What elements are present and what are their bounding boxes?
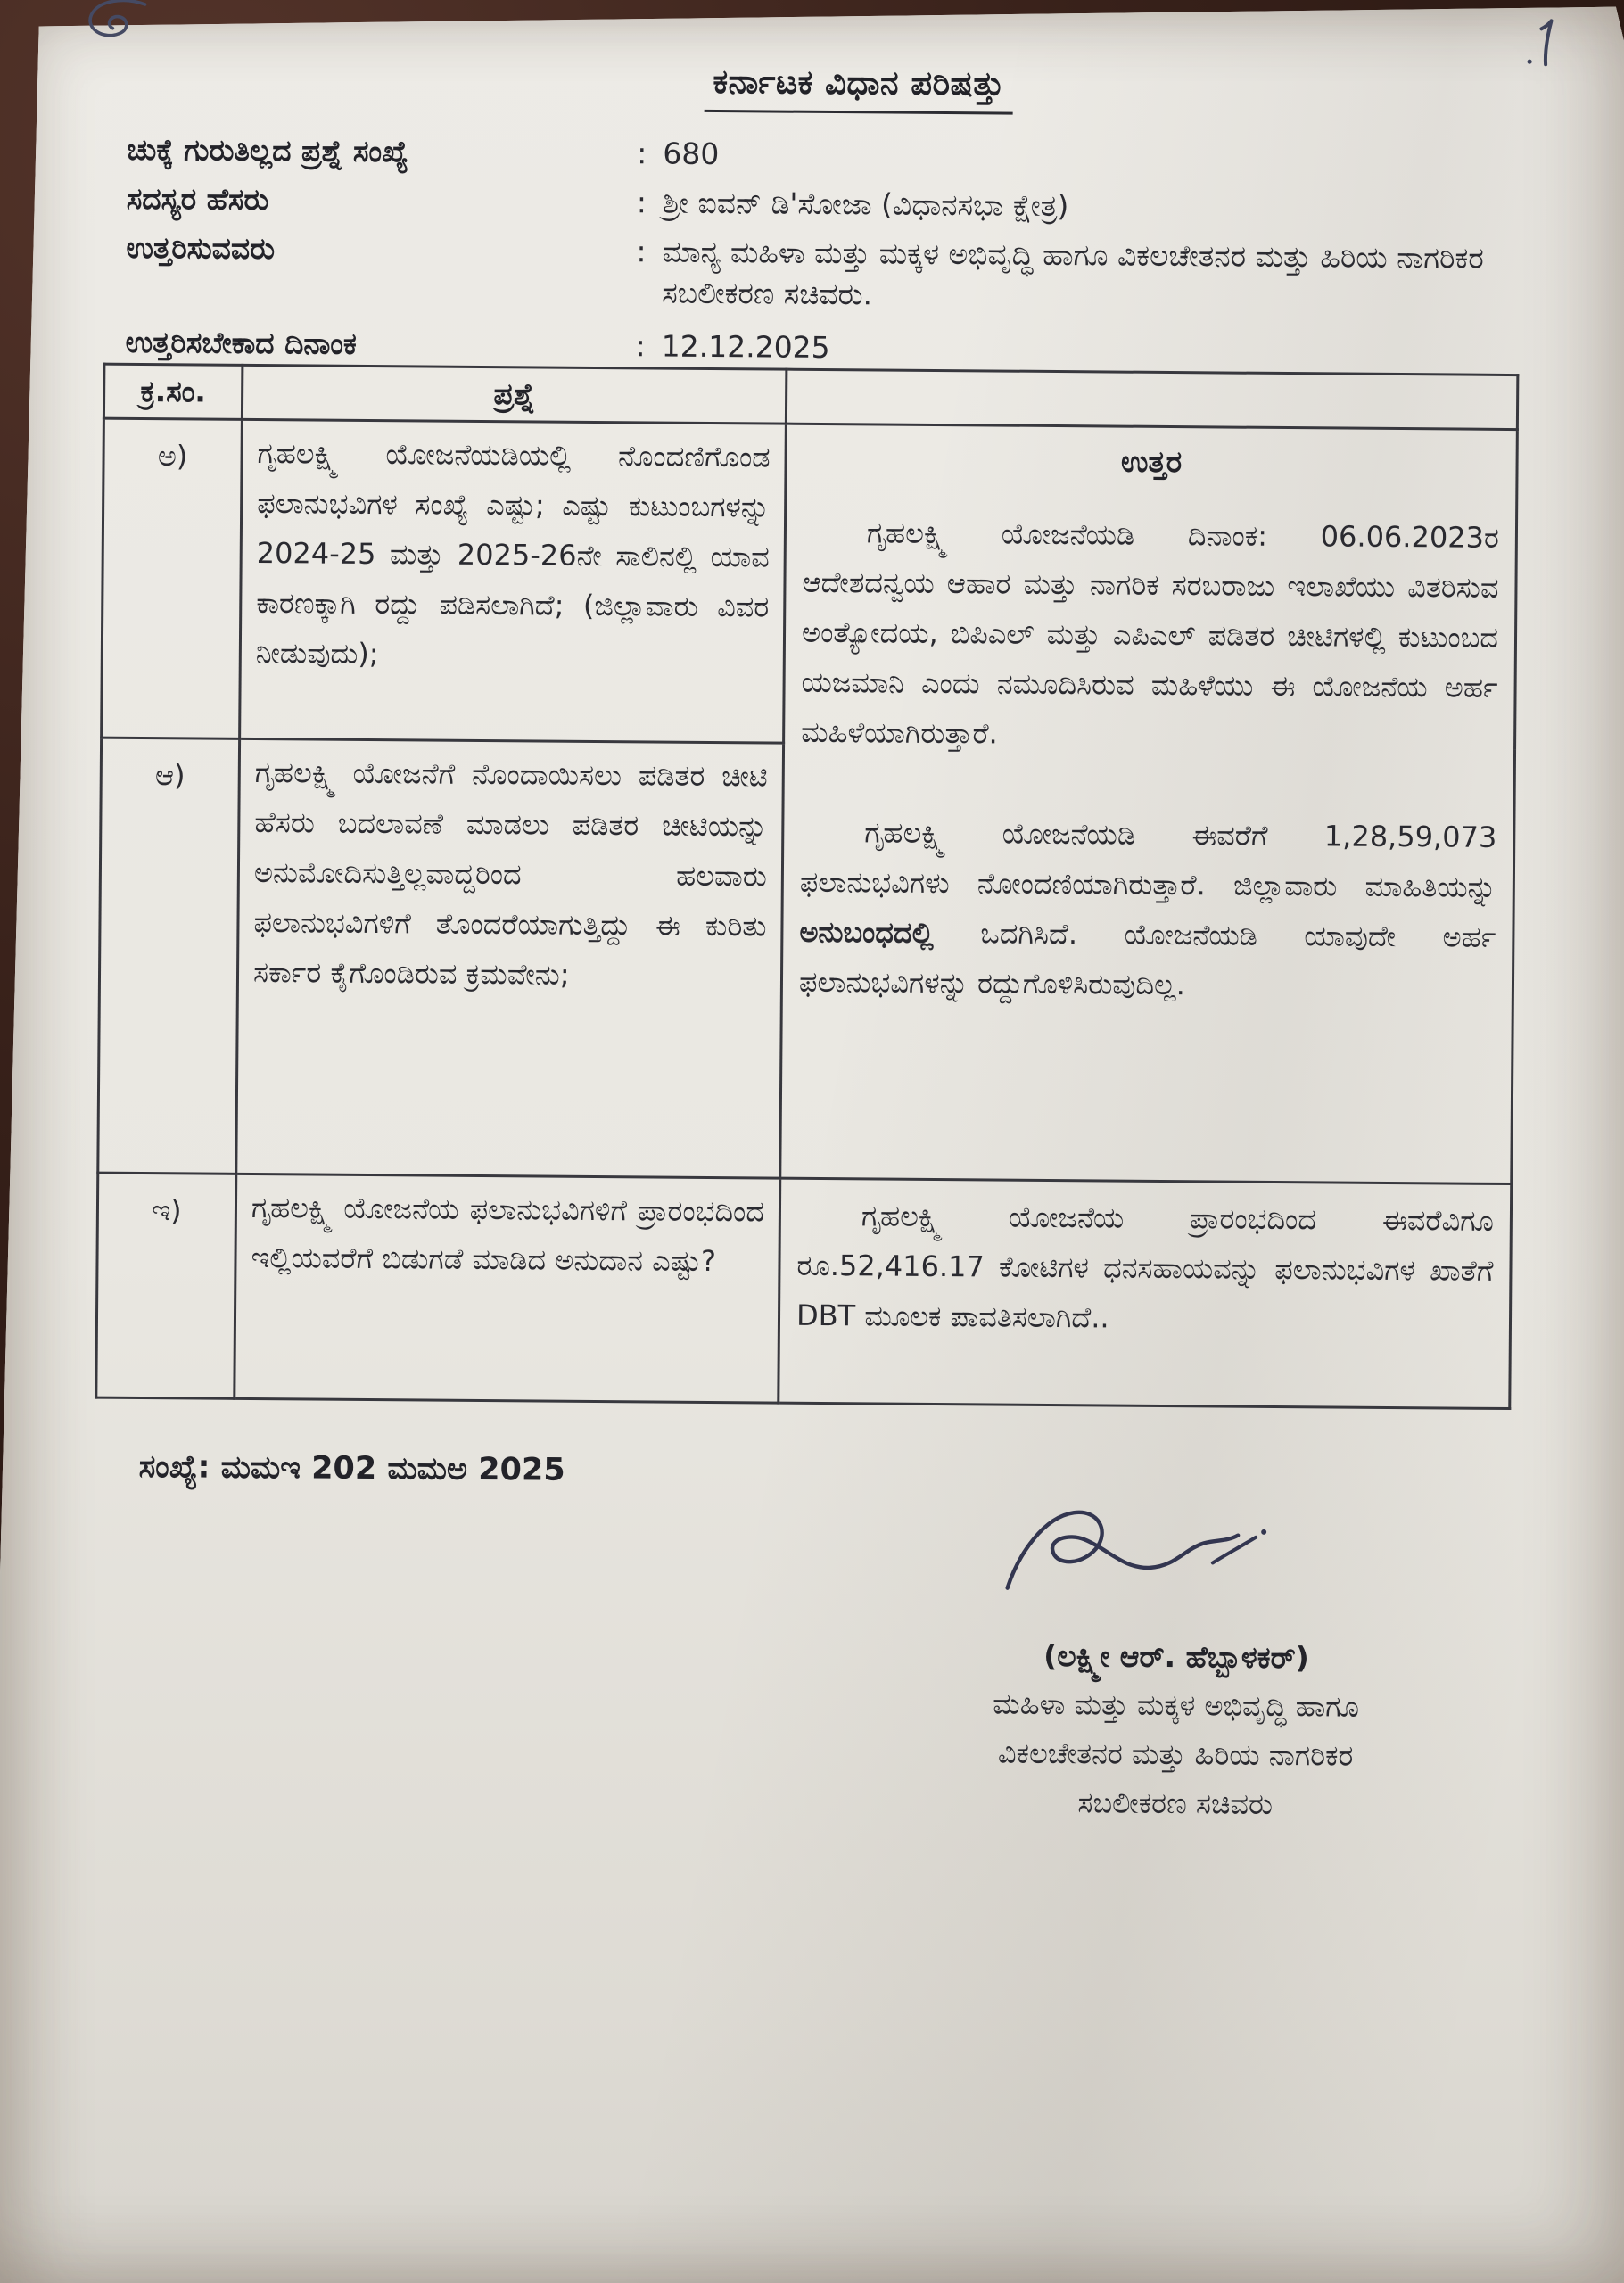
field-label: ಸದಸ್ಯರ ಹೆಸರು — [126, 180, 269, 218]
colon: : — [637, 136, 647, 171]
minister-signature-mark — [989, 1498, 1284, 1624]
field-value: 12.12.2025 — [661, 328, 830, 366]
answer-text: ಒದಗಿಸಿದೆ. ಯೋಜನೆಯಡಿ ಯಾವುದೇ ಅರ್ಹ ಫಲಾನುಭವಿಗಳನ್ನು ರದ್ದುಗೊಳಿಸಿರುವುದಿಲ್ಲ. — [798, 915, 1496, 1002]
colon: : — [636, 185, 647, 220]
signatory-designation-line: ಮಹಿಳಾ ಮತ್ತು ಮಕ್ಕಳ ಅಭಿವೃದ್ಧಿ ಹಾಗೂ — [993, 1686, 1360, 1724]
field-value: ಶ್ರೀ ಐವನ್ ಡಿ'ಸೋಜಾ (ವಿಧಾನಸಭಾ ಕ್ಷೇತ್ರ) — [662, 185, 1069, 224]
row-serial: ಅ) — [102, 418, 243, 738]
answer-cell — [779, 1178, 1512, 1408]
field-value: ಮಾನ್ಯ ಮಹಿಳಾ ಮತ್ತು ಮಕ್ಕಳ ಅಭಿವೃದ್ಧಿ ಹಾಗೂ ವಿಕಲಚೇತನರ ಮತ್ತು ಹಿರಿಯ ನಾಗರಿಕರ ಸಬಲೀಕರಣ ಸಚಿವರು. — [662, 234, 1484, 312]
signatory-designation-line: ವಿಕಲಚೇತನರ ಮತ್ತು ಹಿರಿಯ ನಾಗರಿಕರ — [997, 1735, 1354, 1773]
table-row — [102, 418, 1518, 748]
answer-text-bold: ಅನುಬಂಧದಲ್ಲಿ — [799, 914, 935, 950]
answer-text: ಗೃಹಲಕ್ಷ್ಮಿ ಯೋಜನೆಯಡಿ ಈವರೆಗೆ 1,28,59,073 ಫಲಾನುಭವಿಗಳು ನೋಂದಣಿಯಾಗಿರುತ್ತಾರೆ. ಜಿಲ್ಲಾವಾರು ಮಾಹಿತಿಯನ್ನು — [799, 815, 1497, 904]
question-cell: ಗೃಹಲಕ್ಷ್ಮಿ ಯೋಜನೆಗೆ ನೊಂದಾಯಿಸಲು ಪಡಿತರ ಚೀಟಿ ಹೆಸರು ಬದಲಾವಣೆ ಮಾಡಲು ಪಡಿತರ ಚೀಟಿಯನ್ನು ಅನುಮೋದಿಸುತ್ತಿಲ್ಲವಾದ್ದರಿಂದ ಹಲವಾರು ಫಲಾನುಭವಿಗಳಿಗೆ ತೊಂದರೆಯಾಗುತ್ತಿದ್ದು ಈ ಕುರಿತು ಸರ್ಕಾರ ಕೈಗೊಂಡಿರುವ ಕ್ರಮವೇನು; — [236, 738, 784, 1178]
colon: : — [635, 328, 646, 364]
field-label: ಉತ್ತರಿಸಬೇಕಾದ ದಿನಾಂಕ — [125, 324, 358, 361]
answer-cell-merged — [780, 424, 1518, 1183]
row-serial: ಇ) — [96, 1173, 236, 1398]
pen-scribble-mark — [78, 0, 164, 45]
header-question: ಪ್ರಶ್ನೆ — [242, 365, 786, 424]
file-reference-number: ಸಂಖ್ಯೆ: ಮಮಇ 202 ಮಮಅ 2025 — [138, 1448, 565, 1488]
field-value: 680 — [663, 136, 720, 172]
question-answer-table — [95, 363, 1519, 1410]
table-row — [96, 1173, 1512, 1408]
colon: : — [636, 234, 647, 269]
signatory-designation-line: ಸಬಲೀಕರಣ ಸಚಿವರು — [1077, 1785, 1274, 1821]
field-question-number — [127, 129, 1581, 182]
answer-column-title: ಉತ್ತರ — [1120, 443, 1183, 480]
answer-paragraph: ಗೃಹಲಕ್ಷ್ಮಿ ಯೋಜನೆಯಡಿ ದಿನಾಂಕ: 06.06.2023ರ ಆದೇಶದನ್ವಯ ಆಹಾರ ಮತ್ತು ನಾಗರಿಕ ಸರಬರಾಜು ಇಲಾಖೆಯು ವಿತರಿಸುವ ಅಂತ್ಯೋದಯ, ಬಿಪಿಎಲ್ ಮತ್ತು ಎಪಿಎಲ್ ಪಡಿತರ ಚೀಟಿಗಳಲ್ಲಿ ಕುಟುಂಬದ ಯಜಮಾನಿ ಎಂದು ನಮೂದಿಸಿರುವ ಮಹಿಳೆಯು ಈ ಯೋಜನೆಯ ಅರ್ಹ ಮಹಿಳೆಯಾಗಿರುತ್ತಾರೆ. — [801, 515, 1500, 751]
header-serial-number: ಕ್ರ.ಸಂ. — [103, 364, 242, 419]
field-label: ಚುಕ್ಕೆ ಗುರುತಿಲ್ಲದ ಪ್ರಶ್ನೆ ಸಂಖ್ಯೆ — [127, 131, 409, 169]
question-cell: ಗೃಹಲಕ್ಷ್ಮಿ ಯೋಜನೆಯಡಿಯಲ್ಲಿ ನೊಂದಣಿಗೊಂಡ ಫಲಾನುಭವಿಗಳ ಸಂಖ್ಯೆ ಎಷ್ಟು; ಎಷ್ಟು ಕುಟುಂಬಗಳನ್ನು 2024-25 ಮತ್ತು 2025-26ನೇ ಸಾಲಿನಲ್ಲಿ ಯಾವ ಕಾರಣಕ್ಕಾಗಿ ರದ್ದು ಪಡಿಸಲಾಗಿದೆ; (ಜಿಲ್ಲಾವಾರು ವಿವರ ನೀಡುವುದು); — [240, 419, 787, 743]
question-cell: ಗೃಹಲಕ್ಷ್ಮಿ ಯೋಜನೆಯ ಫಲಾನುಭವಿಗಳಿಗೆ ಪ್ರಾರಂಭದಿಂದ ಇಲ್ಲಿಯವರೆಗೆ ಬಿಡುಗಡೆ ಮಾಡಿದ ಅನುದಾನ ಎಷ್ಟು? — [235, 1174, 780, 1403]
field-answering-minister — [126, 227, 1581, 321]
signatory-block — [917, 1630, 1436, 1831]
document-title: ಕರ್ನಾಟಕ ವಿಧಾನ ಪರಿಷತ್ತು — [704, 62, 1013, 115]
page-number-mark — [1519, 15, 1577, 73]
field-label: ಉತ್ತರಿಸುವವರು — [126, 229, 276, 267]
signatory-name: (ಲಕ್ಷ್ಮೀ ಆರ್. ಹೆಬ್ಬಾಳಕರ್) — [1043, 1637, 1309, 1676]
answer-paragraph: ಗೃಹಲಕ್ಷ್ಮಿ ಯೋಜನೆಯ ಪ್ರಾರಂಭದಿಂದ ಈವರೆವಿಗೂ ರೂ.52,416.17 ಕೋಟಿಗಳ ಧನಸಹಾಯವನ್ನು ಫಲಾನುಭವಿಗಳ ಖಾತೆಗೆ DBT ಮೂಲಕ ಪಾವತಿಸಲಾಗಿದೆ.. — [796, 1199, 1495, 1335]
row-serial: ಆ) — [98, 738, 240, 1174]
field-member-name — [127, 178, 1581, 231]
answer-paragraph — [799, 807, 1497, 1012]
header-answer-spacer — [786, 369, 1517, 429]
